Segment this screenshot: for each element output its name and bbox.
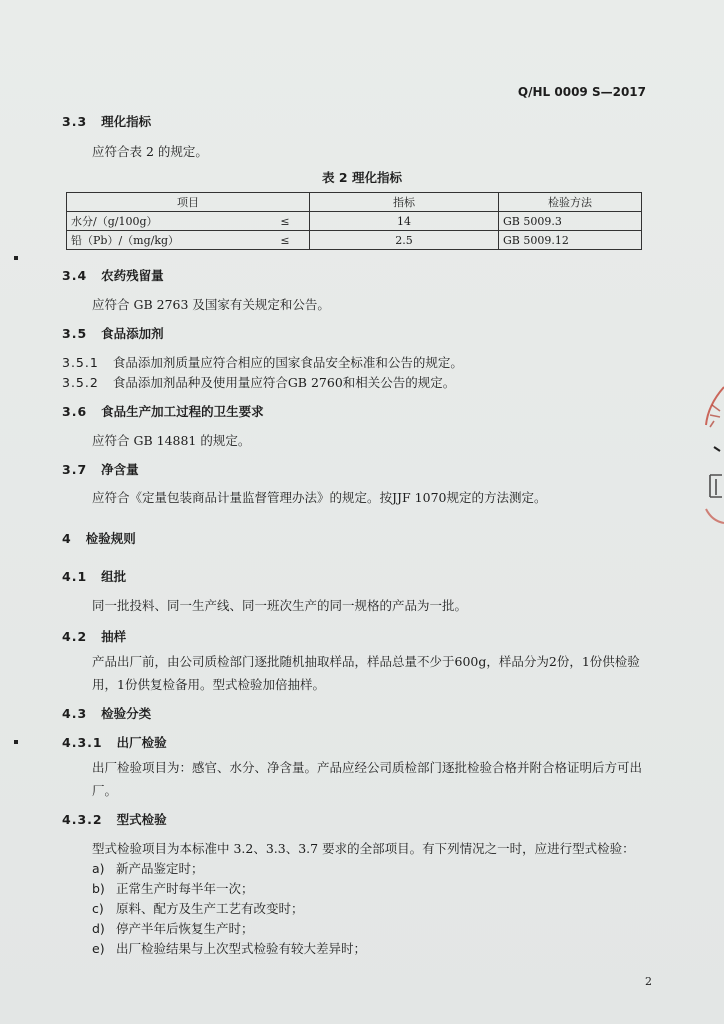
list-item: c) 原料、配方及生产工艺有改变时； (92, 901, 304, 916)
list-item: e) 出厂检验结果与上次型式检验有较大差异时； (92, 941, 367, 956)
section-4-3-2-text: 型式检验项目为本标准中 3.2、3.3、3.7 要求的全部项目。有下列情况之一时，应进行型式检验： (92, 841, 635, 856)
table-header-row (67, 193, 642, 212)
section-3-6-heading: 3.6 食品生产加工过程的卫生要求 (62, 404, 264, 419)
section-4-2-heading: 4.2 抽样 (62, 629, 127, 644)
section-3-7-heading: 3.7 净含量 (62, 462, 139, 477)
header-value: 指标 (310, 193, 499, 212)
table-2 (66, 192, 642, 250)
section-3-7-text: 应符合《定量包装商品计量监督管理办法》的规定。按JJF 1070规定的方法测定。 (92, 490, 547, 505)
section-3-6-text: 应符合 GB 14881 的规定。 (92, 433, 251, 448)
section-4-heading: 4 检验规则 (62, 531, 136, 546)
page-number: 2 (645, 975, 652, 988)
section-3-5-heading: 3.5 食品添加剂 (62, 326, 164, 341)
list-item: a) 新产品鉴定时； (92, 861, 204, 876)
section-3-3-text: 应符合表 2 的规定。 (92, 144, 208, 159)
section-3-3-heading: 3.3 理化指标 (62, 114, 152, 129)
table-2-title: 表 2 理化指标 (322, 170, 402, 185)
table-row: 铅（Pb）/（mg/kg） ≤ 2.5 GB 5009.12 (67, 231, 642, 250)
section-4-3-2-heading: 4.3.2 型式检验 (62, 812, 167, 827)
section-3-5-1: 3.5.1 食品添加剂质量应符合相应的国家食品安全标准和公告的规定。 (62, 355, 463, 370)
standard-code: Q/HL 0009 S—2017 (517, 85, 646, 99)
section-4-3-1-text: 出厂检验项目为：感官、水分、净含量。产品应经公司质检部门逐批检验合格并附合格证明后方可出厂。 (92, 760, 643, 798)
table-row: 水分/（g/100g） ≤ 14 GB 5009.3 (67, 212, 642, 231)
section-4-1-text: 同一批投料、同一生产线、同一班次生产的同一规格的产品为一批。 (92, 598, 468, 613)
section-4-1-heading: 4.1 组批 (62, 569, 127, 584)
section-3-4-text: 应符合 GB 2763 及国家有关规定和公告。 (92, 297, 330, 312)
binding-mark (14, 256, 18, 260)
binding-mark (14, 740, 18, 744)
header-item: 项目 (67, 193, 310, 212)
section-4-3-heading: 4.3 检验分类 (62, 706, 152, 721)
section-4-2-text: 产品出厂前，由公司质检部门逐批随机抽取样品，样品总量不少于600g，样品分为2份，1份供检验用，1份供复检备用。型式检验加倍抽样。 (92, 654, 640, 692)
header-method: 检验方法 (499, 193, 642, 212)
section-4-3-1-heading: 4.3.1 出厂检验 (62, 735, 167, 750)
partial-seal-stamp (702, 385, 724, 525)
list-item: d) 停产半年后恢复生产时； (92, 921, 254, 936)
section-3-5-2: 3.5.2 食品添加剂品种及使用量应符合GB 2760和相关公告的规定。 (62, 375, 456, 390)
section-3-4-heading: 3.4 农药残留量 (62, 268, 164, 283)
list-item: b) 正常生产时每半年一次； (92, 881, 254, 896)
